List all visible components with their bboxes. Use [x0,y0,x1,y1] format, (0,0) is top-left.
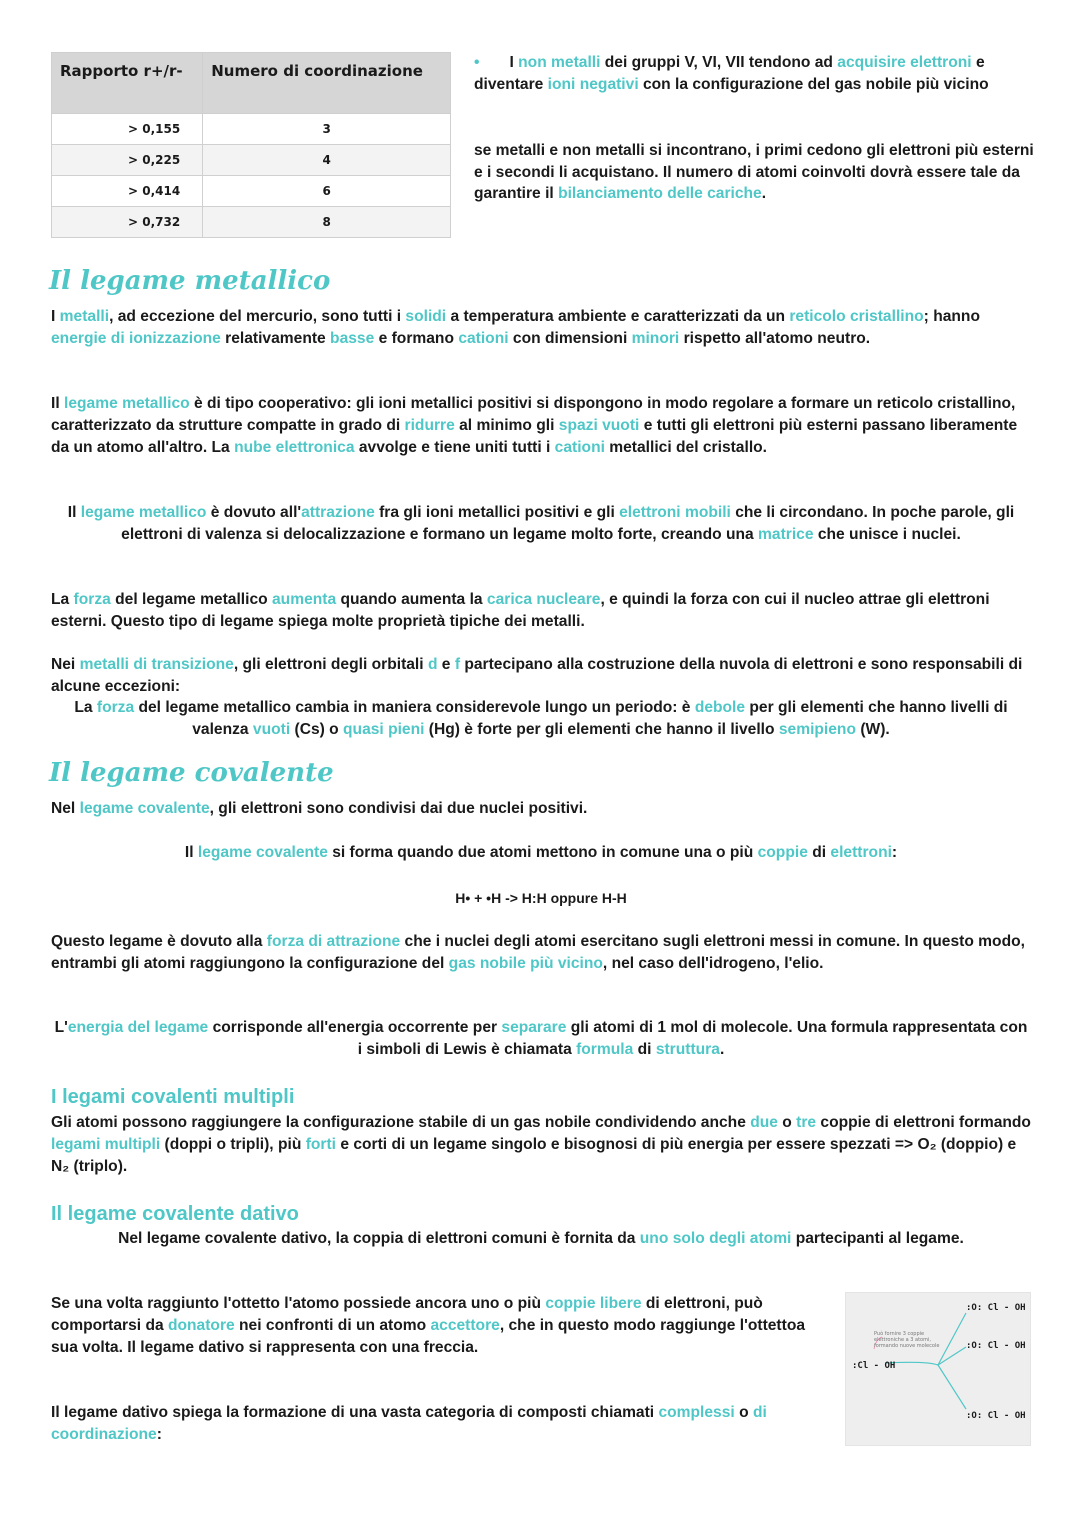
text-segment: al minimo gli [454,417,559,434]
text-segment: e formano [374,330,459,347]
highlighted-term: cationi [458,330,509,347]
text-segment: Il legame dativo spiega la formazione di una vasta categoria di composti chiamati [51,1404,659,1421]
paragraph [51,654,1031,698]
text-segment: o [734,1404,753,1421]
table-cell: 4 [203,145,451,176]
text-segment: che i nuclei degli atomi esercitano sugli elettroni messi in comune. In questo modo, entrambi gli atomi raggiungono la configurazione del [51,933,1025,972]
highlighted-term: formula [576,1041,634,1058]
text-segment: è dovuto all' [206,504,302,521]
text-segment: , e quindi la forza con cui il nucleo attrae gli elettroni esterni. Questo tipo di legame spiega molte proprietà tipiche dei metalli. [51,591,990,630]
text-segment: La [51,591,74,608]
highlighted-term: forza [73,591,111,608]
text-segment: a temperatura ambiente e caratterizzati da un [446,308,790,325]
text-segment: (W). [855,721,890,738]
text-segment: . [719,1041,725,1058]
text-segment: quando aumenta la [336,591,487,608]
text-segment: ; hanno [923,308,980,325]
highlighted-term: energia del legame [67,1019,209,1036]
paragraph [51,798,1031,820]
table-header: Numero di coordinazione [203,53,451,114]
bullet-icon: • [474,54,480,71]
highlighted-term: elettroni mobili [619,504,731,521]
text-segment: Se una volta raggiunto l'ottetto l'atomo possiede ancora uno o più [51,1295,546,1312]
table-cell: 6 [203,176,451,207]
text-segment: o [777,1114,797,1131]
text-segment: corrisponde all'energia occorrente per [208,1019,502,1036]
text-segment: di [633,1041,656,1058]
text-segment: Nel legame covalente dativo, la coppia di elettroni comuni è fornita da [118,1230,640,1247]
text-segment: gli atomi di 1 mol di molecole. Una formula rappresentata con i simboli di Lewis è chiamata [357,1019,1028,1058]
highlighted-term: struttura [655,1041,720,1058]
text-segment: si forma quando due atomi mettono in comune una o più [327,844,758,861]
text-segment: , gli elettroni degli orbitali [233,656,428,673]
paragraph [51,393,1031,459]
text-segment: che li circondano. In poche parole, gli elettroni di valenza si delocalizzazione e formano un legame molto forte, creando una [121,504,1015,543]
paragraph [51,931,1031,975]
text-segment: Nei [51,656,80,673]
text-segment: Gli atomi possono raggiungere la configurazione stabile di un gas nobile condividendo anche [51,1114,751,1131]
paragraph [51,1293,826,1359]
text-segment: Il [67,504,81,521]
highlighted-term: separare [501,1019,567,1036]
text-segment: , gli elettroni sono condivisi dai due nuclei positivi. [209,800,588,817]
section-title-multiple: I legami covalenti multipli [51,1086,295,1108]
highlighted-term: legame metallico [80,504,207,521]
highlighted-term: aumenta [272,591,337,608]
highlighted-term: forza di attrazione [266,933,401,950]
highlighted-term: spazi vuoti [558,417,640,434]
highlighted-term: due [750,1114,778,1131]
highlighted-term: coppie libere [545,1295,642,1312]
text-segment: I [51,308,60,325]
text-segment: I [509,54,519,71]
highlighted-term: acquisire elettroni [837,54,972,71]
molecule-label: :O: Cl - OH [966,1411,1026,1421]
highlighted-term: gas nobile più vicino [448,955,603,972]
highlighted-term: complessi [658,1404,735,1421]
highlighted-term: legame covalente [79,800,210,817]
text-segment: , ad eccezione del mercurio, sono tutti i [109,308,406,325]
table-cell: > 0,225 [52,145,203,176]
highlighted-term: legami multipli [51,1136,161,1153]
text-segment: fra gli ioni metallici positivi e gli [374,504,620,521]
text-segment: dei gruppi V, VI, VII tendono ad [600,54,838,71]
coordination-table [51,52,451,238]
highlighted-term: di coordinazione [51,1404,767,1443]
highlighted-term: f [454,656,461,673]
highlighted-term: vuoti [252,721,291,738]
text-segment: Il [184,844,198,861]
table-cell: > 0,732 [52,207,203,238]
highlighted-term: quasi pieni [343,721,425,738]
highlighted-term: ridurre [404,417,455,434]
text-segment: coppie di elettroni formando [816,1114,1031,1131]
molecule-label: :O: Cl - OH [966,1303,1026,1313]
formula: H• + •H -> H:H oppure H-H [455,890,627,906]
text-segment: partecipano alla costruzione della nuvola di elettroni e sono responsabili di alcune eccezioni: [51,656,1023,695]
highlighted-term: non metalli [518,54,601,71]
text-segment: nei confronti di un atomo [234,1317,431,1334]
text-segment: : [156,1426,162,1443]
paragraph [51,589,1031,633]
section-title-metallic: Il legame metallico [49,266,331,296]
dative-bond-diagram [845,1292,1031,1446]
paragraph [51,1017,1031,1061]
highlighted-term: metalli di transizione [79,656,234,673]
text-segment: La [74,699,97,716]
text-segment: e diventare [474,54,985,93]
table-header: Rapporto r+/r- [52,53,203,114]
text-segment: L' [54,1019,68,1036]
section-title-dative: Il legame covalente dativo [51,1203,299,1225]
highlighted-term: reticolo cristallino [789,308,924,325]
highlighted-term: elettroni [830,844,892,861]
highlighted-term: semipieno [778,721,856,738]
text-segment: relativamente [220,330,331,347]
highlighted-term: basse [330,330,375,347]
paragraph [51,1402,826,1446]
table-cell: 8 [203,207,451,238]
paragraph [51,306,1031,350]
text-segment: Nel [51,800,80,817]
highlighted-term: uno solo degli atomi [639,1230,792,1247]
highlighted-term: legame metallico [64,395,190,412]
highlighted-term: forti [305,1136,336,1153]
table-cell: 3 [203,114,451,145]
text-segment: se metalli e non metalli si incontrano, i primi cedono gli elettroni più esterni e i secondi li acquistano. Il numero di atomi coinvolti dovrà essere tale da garantire il [474,142,1034,202]
text-segment: , che in questo modo raggiunge l'ottettoa sua volta. Il legame dativo si rappresenta con una freccia. [51,1317,806,1356]
text-segment: partecipanti al legame. [791,1230,964,1247]
text-segment: metallici del cristallo. [604,439,768,456]
text-segment: : [891,844,898,861]
highlighted-term: energie di ionizzazione [51,330,221,347]
text-segment: (doppi o tripli), più [160,1136,306,1153]
nonmetals-paragraph [474,52,1034,95]
molecule-label: :O: Cl - OH [966,1341,1026,1351]
charge-balance-paragraph [474,140,1034,205]
diagram-note: Può fornire 3 coppie elettroniche a 3 atomi, formando nuove molecole [874,1331,940,1349]
highlighted-term: attrazione [301,504,375,521]
table-cell: > 0,155 [52,114,203,145]
text-segment: rispetto all'atomo neutro. [679,330,871,347]
text-segment: è di tipo cooperativo: gli ioni metallici positivi si dispongono in modo regolare a formare un reticolo cristallino, caratterizzato da strutture compatte in grado di [51,395,1016,434]
highlighted-term: matrice [758,526,814,543]
highlighted-term: coppie [757,844,808,861]
text-segment: di elettroni, può comportarsi da [51,1295,763,1334]
text-segment: (Cs) o [290,721,344,738]
highlighted-term: carica nucleare [486,591,601,608]
paragraph [51,1228,1031,1250]
table-row [52,114,451,145]
text-segment: con dimensioni [508,330,632,347]
text-segment: , nel caso dell'idrogeno, l'elio. [602,955,824,972]
highlighted-term: nube elettronica [234,439,355,456]
text-segment: del legame metallico cambia in maniera considerevole lungo un periodo: è [134,699,695,716]
paragraph [51,842,1031,864]
molecule-label: :Cl - OH [852,1361,896,1371]
text-segment: di [807,844,831,861]
text-segment: per gli elementi che hanno livelli di valenza [192,699,1008,738]
highlighted-term: accettore [430,1317,500,1334]
text-segment: . [761,185,767,202]
table-row [52,207,451,238]
text-segment: che unisce i nuclei. [813,526,961,543]
table-row [52,145,451,176]
highlighted-term: solidi [405,308,447,325]
highlighted-term: tre [796,1114,817,1131]
highlighted-term: donatore [167,1317,235,1334]
highlighted-term: bilanciamento delle cariche [558,185,762,202]
section-title-covalent: Il legame covalente [49,758,334,788]
paragraph [51,502,1031,546]
highlighted-term: metalli [59,308,110,325]
text-segment: e tutti gli elettroni più esterni passano liberamente da un atomo all'altro. La [51,417,1018,456]
highlighted-term: d [427,656,438,673]
paragraph [51,697,1031,741]
text-segment: (Hg) è forte per gli elementi che hanno il livello [424,721,779,738]
text-segment: con la configurazione del gas nobile più vicino [638,75,989,93]
paragraph [51,1112,1031,1178]
table-row [52,176,451,207]
table-cell: > 0,414 [52,176,203,207]
highlighted-term: ioni negativi [547,75,639,93]
highlighted-term: cationi [554,439,605,456]
highlighted-term: legame covalente [197,844,328,861]
highlighted-term: minori [631,330,680,347]
highlighted-term: forza [96,699,135,716]
text-segment: Questo legame è dovuto alla [51,933,267,950]
text-segment: avvolge e tiene uniti tutti i [354,439,555,456]
text-segment: del legame metallico [110,591,272,608]
highlighted-term: debole [694,699,746,716]
text-segment: e [437,656,455,673]
text-segment: Il [51,395,64,412]
text-segment: e corti di un legame singolo e bisognosi di più energia per essere spezzati => O₂ (doppio) e N₂ (triplo). [51,1136,1017,1175]
